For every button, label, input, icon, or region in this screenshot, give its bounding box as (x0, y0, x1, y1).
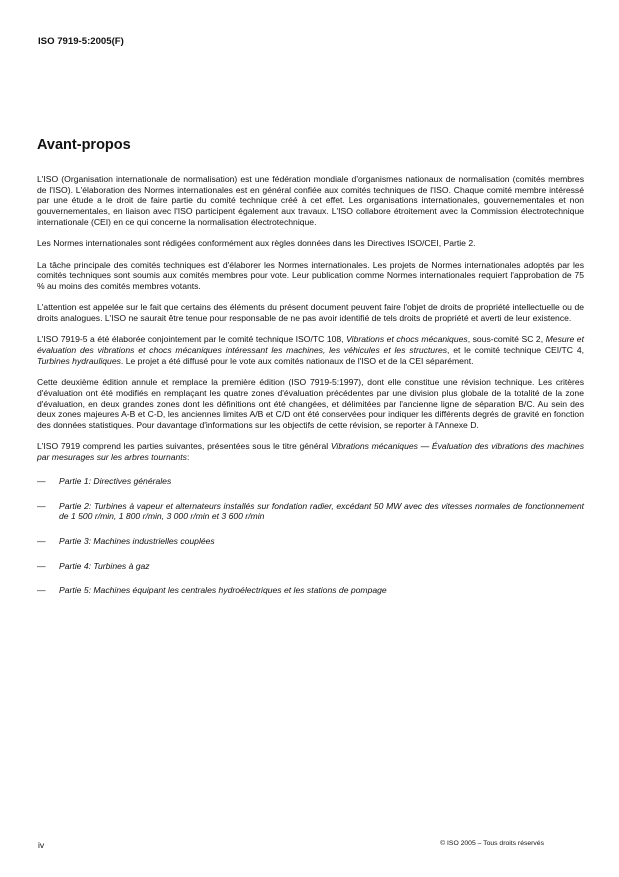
text-run: , sous-comité SC 2, (467, 334, 546, 345)
text-run: . Le projet a été diffusé pour le vote aux comités nationaux de l'ISO et de la CEI séparément. (120, 355, 474, 366)
list-item-text: Partie 4: Turbines à gaz (59, 560, 150, 571)
italic-run: Vibrations et chocs mécaniques (346, 334, 468, 345)
list-item-text: Partie 2: Turbines à vapeur et alternateurs installés sur fondation radier, excédant 50 MW avec des vitesses normales de fonctionnement de 1 500 r/min, 1 800 r/min, 3 000 r/min et 3 600 r/min (59, 500, 584, 522)
dash-bullet: — (37, 536, 46, 546)
paragraph: Les Normes internationales sont rédigées conformément aux règles données dans les Directives ISO/CEI, Partie 2. (37, 238, 476, 249)
paragraph (37, 334, 584, 366)
section-title: Avant-propos (37, 137, 131, 153)
paragraph (37, 441, 584, 462)
page-number: iv (38, 840, 45, 850)
list-item (37, 501, 584, 522)
document-body (37, 174, 584, 610)
paragraph: L'attention est appelée sur le fait que certains des éléments du présent document peuvent faire l'objet de droits de propriété intellectuelle ou de droits analogues. L'ISO ne saurait être tenue pour responsable de ne pas avoir identifié de tels droits de propriété et averti de leur existence. (37, 302, 584, 324)
list-item (37, 585, 584, 596)
italic-run: Mesure et évaluation des vibrations et chocs mécaniques intéressant les machines, les véhicules et les structures (37, 334, 584, 356)
text-run: L'ISO 7919-5 a été élaborée conjointement par le comité technique ISO/TC 108, (37, 334, 347, 345)
document-id-header: ISO 7919-5:2005(F) (38, 36, 124, 47)
list-item-text: Partie 1: Directives générales (59, 475, 172, 486)
dash-bullet: — (37, 500, 46, 511)
italic-run: Vibrations mécaniques — Évaluation des vibrations des machines par mesurages sur les arbres tournants (37, 441, 585, 463)
text-run: , et le comité technique CEI/TC 4, (447, 345, 584, 356)
list-item (37, 536, 584, 547)
list-item-text: Partie 3: Machines industrielles couplées (59, 536, 215, 546)
italic-run: Turbines hydrauliques (37, 355, 121, 366)
parts-list (37, 476, 584, 596)
text-run: L'ISO 7919 comprend les parties suivantes, présentées sous le titre général (37, 441, 331, 452)
text-run: : (186, 452, 190, 463)
dash-bullet: — (37, 475, 46, 486)
paragraph: L'ISO (Organisation internationale de normalisation) est une fédération mondiale d'organismes nationaux de normalisation (comités membres de l'ISO). L'élaboration des Normes internationales est en général confiée aux comités techniques de l'ISO. Chaque comité membre intéressé par une étude a le droit de faire partie du comité technique créé à cet effet. Les organisations internationales, gouvernementales et non gouvernementales, en liaison avec l'ISO participent également aux travaux. L'ISO collabore étroitement avec la Commission électrotechnique internationale (CEI) en ce qui concerne la normalisation électrotechnique. (37, 174, 584, 227)
list-item-text: Partie 5: Machines équipant les centrales hydroélectriques et les stations de pompage (59, 585, 387, 596)
copyright-notice: © ISO 2005 – Tous droits réservés (440, 840, 544, 847)
paragraph: La tâche principale des comités techniques est d'élaborer les Normes internationales. Les projets de Normes internationales adoptés par les comités techniques sont soumis aux comités membres pour vote. Leur publication comme Normes internationales requiert l'approbation de 75 % au moins des comités membres votants. (37, 259, 584, 291)
list-item (37, 476, 584, 487)
list-item (37, 561, 584, 572)
dash-bullet: — (37, 560, 46, 571)
dash-bullet: — (37, 585, 46, 596)
paragraph: Cette deuxième édition annule et remplace la première édition (ISO 7919-5:1997), dont elle constitue une révision technique. Les critères d'évaluation ont été modifiés en remplaçant les quatre zones d'évaluation précédentes par une division plus globale de la totalité de la zone d'évaluation, en deux grandes zones dont les définitions ont été changées, et délimitées par l'ancienne ligne de séparation B/C. Au sein des deux zones majeures A-B et C-D, les anciennes limites A/B et C/D ont été conservées pour indiquer les différents degrés de gravité en fonction des données statistiques. Pour davantage d'informations sur les objectifs de cette révision, se reporter à l'Annexe D. (37, 377, 584, 431)
